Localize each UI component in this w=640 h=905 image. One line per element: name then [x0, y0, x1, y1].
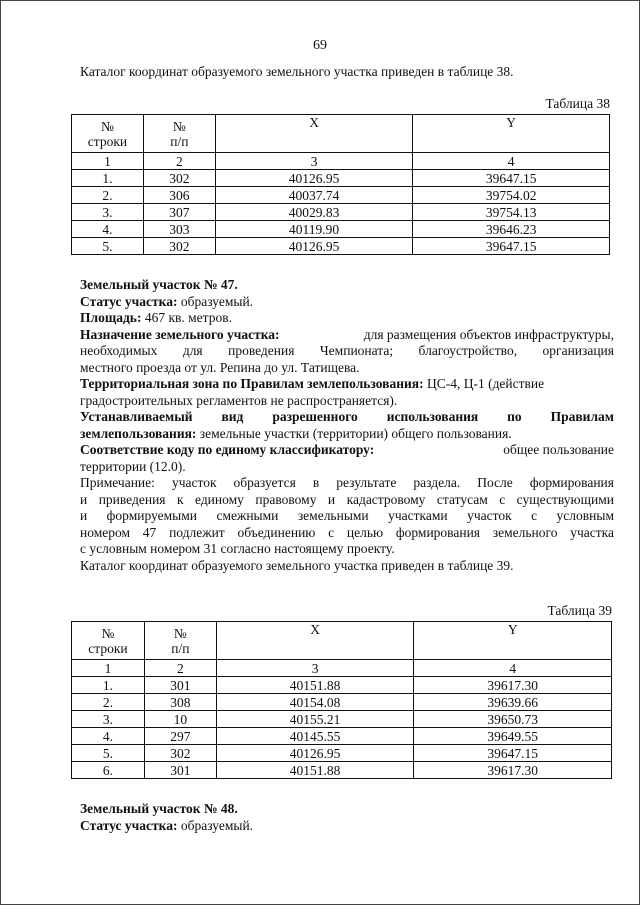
table38-numbering-row — [72, 153, 610, 170]
row-number-cell: 2. — [72, 694, 145, 711]
numbering-cell: 3 — [216, 660, 414, 677]
parcel-47-area: Площадь: 467 кв. метров. — [80, 310, 232, 325]
row-number-cell: 5. — [72, 745, 145, 762]
row-number-cell: 3. — [72, 204, 144, 221]
y-cell: 39754.13 — [413, 204, 610, 221]
parcel-47-note-line-5: с условным номером 31 согласно настоящему проекту. — [80, 541, 395, 556]
x-cell: 40154.08 — [216, 694, 414, 711]
numbering-cell: 4 — [413, 153, 610, 170]
point-number-cell: 306 — [143, 187, 215, 204]
row-number-cell: 2. — [72, 187, 144, 204]
numbering-cell: 2 — [144, 660, 216, 677]
row-number-cell: 3. — [72, 711, 145, 728]
numbering-cell: 1 — [72, 153, 144, 170]
point-number-cell: 301 — [144, 762, 216, 779]
parcel-47-section — [80, 277, 614, 574]
parcel-47-zone-line-2: градостроительных регламентов не распространяется). — [80, 392, 398, 408]
table39-header-row — [72, 622, 612, 660]
parcel-47-permitted-use: землепользования: земельные участки (территории) общего пользования. — [80, 425, 512, 441]
col-row-number-header: № строки — [72, 115, 144, 153]
col-y-header: Y — [413, 115, 610, 153]
point-number-cell: 302 — [144, 745, 216, 762]
table38 — [71, 114, 610, 255]
parcel-48-status: Статус участка: образуемый. — [80, 817, 254, 833]
col-point-number-header: № п/п — [143, 115, 215, 153]
x-cell: 40119.90 — [215, 221, 413, 238]
x-cell: 40029.83 — [215, 204, 413, 221]
row-number-cell: 4. — [72, 221, 144, 238]
point-number-cell: 302 — [143, 170, 215, 187]
table39-caption: Таблица 39 — [547, 603, 612, 618]
y-cell: 39754.02 — [413, 187, 610, 204]
parcel-47-note-line-2: и приведения к единому правовому и кадастровому статусам с существующими — [80, 491, 614, 507]
numbering-cell: 4 — [414, 660, 612, 677]
parcel-48-section — [80, 801, 614, 834]
x-cell: 40151.88 — [216, 762, 414, 779]
col-x-header: X — [215, 115, 413, 153]
parcel-47-status: Статус участка: образуемый. — [80, 293, 254, 309]
parcel-48-title: Земельный участок № 48. — [80, 801, 238, 816]
parcel-47-zone: Территориальная зона по Правилам землепользования: ЦС-4, Ц-1 (действие — [80, 376, 545, 391]
x-cell: 40037.74 — [215, 187, 413, 204]
numbering-cell: 2 — [143, 153, 215, 170]
table39-intro: Каталог координат образуемого земельного участка приведен в таблице 39. — [80, 557, 514, 573]
row-number-cell: 5. — [72, 238, 144, 255]
point-number-cell: 301 — [144, 677, 216, 694]
y-cell: 39649.55 — [414, 728, 612, 745]
x-cell: 40151.88 — [216, 677, 414, 694]
table39-numbering-row — [72, 660, 612, 677]
row-number-cell: 1. — [72, 170, 144, 187]
table38-header-row — [72, 115, 610, 153]
parcel-47-note-line-4: номером 47 подлежит объединению с целью формирования земельного участка — [80, 524, 614, 540]
parcel-47-title: Земельный участок № 47. — [80, 277, 238, 292]
row-number-cell: 4. — [72, 728, 145, 745]
x-cell: 40145.55 — [216, 728, 414, 745]
col-x-header: X — [216, 622, 414, 660]
numbering-cell: 3 — [215, 153, 413, 170]
parcel-47-classifier-code-line-2: территории (12.0). — [80, 458, 186, 474]
table-row — [72, 711, 612, 728]
table-row — [72, 170, 610, 187]
col-row-number-header: № строки — [72, 622, 145, 660]
row-number-cell: 1. — [72, 677, 145, 694]
numbering-cell: 1 — [72, 660, 145, 677]
table-row — [72, 221, 610, 238]
y-cell: 39617.30 — [414, 762, 612, 779]
table38-intro: Каталог координат образуемого земельного участка приведен в таблице 38. — [80, 64, 514, 79]
x-cell: 40126.95 — [215, 170, 413, 187]
y-cell: 39650.73 — [414, 711, 612, 728]
parcel-47-note-line-1: Примечание: участок образуется в результате раздела. После формирования — [80, 475, 614, 490]
x-cell: 40155.21 — [216, 711, 414, 728]
parcel-47-classifier-code: Соответствие коду по единому классификатору: общее пользование — [80, 442, 614, 457]
table-row — [72, 187, 610, 204]
parcel-47-permitted-use-label: Устанавливаемый вид разрешенного использования по Правилам — [80, 409, 614, 424]
table-row — [72, 677, 612, 694]
table-row — [72, 745, 612, 762]
y-cell: 39647.15 — [413, 170, 610, 187]
parcel-47-purpose-line-2: необходимых для проведения Чемпионата; благоустройство, организация — [80, 343, 614, 358]
page-number: 69 — [313, 38, 327, 53]
table-row — [72, 728, 612, 745]
table39 — [71, 621, 612, 779]
y-cell: 39639.66 — [414, 694, 612, 711]
col-point-number-header: № п/п — [144, 622, 216, 660]
table38-caption: Таблица 38 — [545, 96, 610, 111]
point-number-cell: 308 — [144, 694, 216, 711]
y-cell: 39647.15 — [414, 745, 612, 762]
y-cell: 39647.15 — [413, 238, 610, 255]
point-number-cell: 297 — [144, 728, 216, 745]
x-cell: 40126.95 — [215, 238, 413, 255]
parcel-47-note-line-3: и формируемыми смежными земельными участками участок с условным — [80, 508, 614, 523]
point-number-cell: 303 — [143, 221, 215, 238]
table-row — [72, 762, 612, 779]
row-number-cell: 6. — [72, 762, 145, 779]
y-cell: 39646.23 — [413, 221, 610, 238]
y-cell: 39617.30 — [414, 677, 612, 694]
parcel-47-purpose-line-3: местного проезда от ул. Репина до ул. Татищева. — [80, 359, 360, 375]
parcel-47-purpose: Назначение земельного участка: для размещения объектов инфраструктуры, — [80, 326, 614, 342]
point-number-cell: 302 — [143, 238, 215, 255]
x-cell: 40126.95 — [216, 745, 414, 762]
point-number-cell: 10 — [144, 711, 216, 728]
table-row — [72, 694, 612, 711]
table-row — [72, 238, 610, 255]
point-number-cell: 307 — [143, 204, 215, 221]
table-row — [72, 204, 610, 221]
col-y-header: Y — [414, 622, 612, 660]
